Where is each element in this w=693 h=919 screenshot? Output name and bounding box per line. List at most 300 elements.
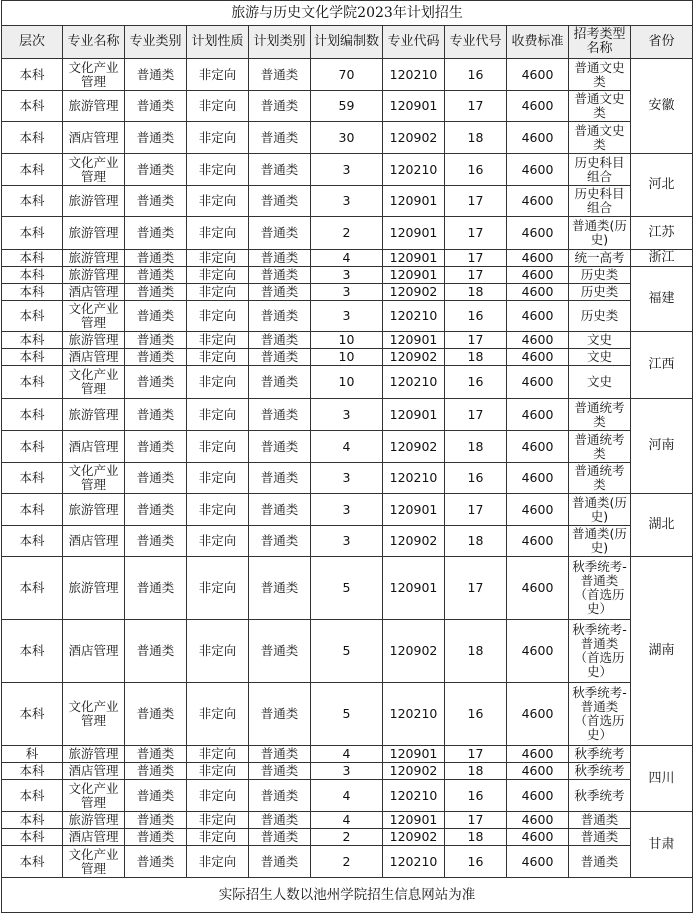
cell-exam: 普通文史类: [569, 91, 631, 122]
cell-category: 普通类: [125, 332, 187, 349]
cell-fee: 4600: [507, 154, 569, 186]
cell-plan-type: 普通类: [249, 557, 311, 620]
cell-category: 普通类: [125, 186, 187, 217]
cell-category: 普通类: [125, 217, 187, 250]
cell-exam: 历史科目组合: [569, 154, 631, 186]
cell-num: 18: [445, 620, 507, 683]
col-header-level: 层次: [2, 26, 63, 59]
table-row: [2, 780, 693, 812]
table-row: [2, 91, 693, 122]
cell-nature: 非定向: [187, 217, 249, 250]
cell-level: 本科: [2, 349, 63, 366]
cell-plan-type: 普通类: [249, 186, 311, 217]
footer-note: 实际招生人数以池州学院招生信息网站为准: [2, 878, 693, 913]
cell-fee: 4600: [507, 332, 569, 349]
cell-count: 10: [311, 349, 383, 366]
cell-nature: 非定向: [187, 431, 249, 463]
cell-category: 普通类: [125, 780, 187, 812]
cell-exam: 普通类(历史): [569, 494, 631, 526]
table-row: [2, 122, 693, 154]
cell-fee: 4600: [507, 780, 569, 812]
col-header-exam-type: 招考类型名称: [569, 26, 631, 59]
cell-fee: 4600: [507, 812, 569, 829]
cell-category: 普通类: [125, 620, 187, 683]
cell-fee: 4600: [507, 846, 569, 878]
cell-plan-type: 普通类: [249, 122, 311, 154]
cell-count: 30: [311, 122, 383, 154]
cell-major: 旅游管理: [63, 399, 125, 431]
cell-count: 4: [311, 812, 383, 829]
cell-level: 本科: [2, 332, 63, 349]
cell-count: 3: [311, 186, 383, 217]
cell-fee: 4600: [507, 217, 569, 250]
cell-major: 酒店管理: [63, 284, 125, 301]
table-row: [2, 812, 693, 829]
cell-code: 120901: [383, 217, 445, 250]
cell-major: 旅游管理: [63, 217, 125, 250]
cell-fee: 4600: [507, 494, 569, 526]
cell-exam: 秋季统考-普通类（首选历史）: [569, 683, 631, 746]
cell-category: 普通类: [125, 812, 187, 829]
cell-num: 18: [445, 763, 507, 780]
cell-count: 70: [311, 59, 383, 91]
province-cell: 江苏: [631, 217, 693, 250]
cell-nature: 非定向: [187, 526, 249, 557]
cell-category: 普通类: [125, 557, 187, 620]
header-row: [2, 26, 693, 59]
enrollment-plan-document: [1, 0, 692, 913]
cell-major: 旅游管理: [63, 746, 125, 763]
cell-fee: 4600: [507, 526, 569, 557]
col-header-province: 省份: [631, 26, 693, 59]
cell-count: 3: [311, 463, 383, 494]
cell-nature: 非定向: [187, 812, 249, 829]
province-cell: 浙江: [631, 250, 693, 267]
cell-count: 3: [311, 526, 383, 557]
cell-level: 本科: [2, 829, 63, 846]
cell-fee: 4600: [507, 267, 569, 284]
table-row: [2, 763, 693, 780]
cell-major: 酒店管理: [63, 122, 125, 154]
cell-code: 120210: [383, 154, 445, 186]
cell-level: 本科: [2, 846, 63, 878]
province-cell: 甘肃: [631, 812, 693, 878]
cell-exam: 普通文史类: [569, 122, 631, 154]
cell-fee: 4600: [507, 763, 569, 780]
cell-plan-type: 普通类: [249, 494, 311, 526]
cell-fee: 4600: [507, 431, 569, 463]
cell-num: 16: [445, 154, 507, 186]
cell-category: 普通类: [125, 526, 187, 557]
col-header-plan-type: 计划类别: [249, 26, 311, 59]
cell-level: 本科: [2, 267, 63, 284]
cell-exam: 秋季统考-普通类（首选历史）: [569, 557, 631, 620]
cell-code: 120210: [383, 301, 445, 332]
cell-code: 120901: [383, 494, 445, 526]
cell-exam: 历史类: [569, 267, 631, 284]
cell-code: 120902: [383, 763, 445, 780]
cell-nature: 非定向: [187, 557, 249, 620]
cell-fee: 4600: [507, 349, 569, 366]
table-row: [2, 186, 693, 217]
enrollment-plan-table: [1, 0, 693, 913]
cell-code: 120210: [383, 683, 445, 746]
table-row: [2, 494, 693, 526]
cell-level: 本科: [2, 91, 63, 122]
cell-fee: 4600: [507, 399, 569, 431]
cell-nature: 非定向: [187, 780, 249, 812]
cell-major: 文化产业管理: [63, 846, 125, 878]
cell-major: 文化产业管理: [63, 301, 125, 332]
cell-level: 本科: [2, 250, 63, 267]
table-row: [2, 154, 693, 186]
cell-nature: 非定向: [187, 829, 249, 846]
cell-num: 18: [445, 284, 507, 301]
cell-exam: 普通类: [569, 846, 631, 878]
cell-num: 17: [445, 267, 507, 284]
cell-count: 4: [311, 780, 383, 812]
cell-fee: 4600: [507, 301, 569, 332]
cell-major: 酒店管理: [63, 620, 125, 683]
cell-count: 3: [311, 301, 383, 332]
cell-level: 本科: [2, 122, 63, 154]
cell-exam: 秋季统考: [569, 780, 631, 812]
cell-plan-type: 普通类: [249, 250, 311, 267]
table-row: [2, 267, 693, 284]
cell-category: 普通类: [125, 349, 187, 366]
cell-major: 文化产业管理: [63, 780, 125, 812]
table-row: [2, 746, 693, 763]
cell-major: 酒店管理: [63, 431, 125, 463]
cell-plan-type: 普通类: [249, 526, 311, 557]
cell-fee: 4600: [507, 186, 569, 217]
cell-fee: 4600: [507, 250, 569, 267]
cell-nature: 非定向: [187, 59, 249, 91]
province-cell: 河南: [631, 399, 693, 494]
cell-num: 17: [445, 494, 507, 526]
cell-num: 17: [445, 217, 507, 250]
cell-plan-type: 普通类: [249, 812, 311, 829]
cell-code: 120902: [383, 526, 445, 557]
cell-nature: 非定向: [187, 332, 249, 349]
cell-nature: 非定向: [187, 494, 249, 526]
cell-nature: 非定向: [187, 349, 249, 366]
cell-category: 普通类: [125, 91, 187, 122]
cell-code: 120210: [383, 366, 445, 399]
cell-level: 本科: [2, 431, 63, 463]
cell-fee: 4600: [507, 463, 569, 494]
cell-category: 普通类: [125, 284, 187, 301]
cell-exam: 普通类(历史): [569, 217, 631, 250]
cell-count: 3: [311, 154, 383, 186]
table-body: [2, 59, 693, 878]
cell-count: 4: [311, 431, 383, 463]
cell-category: 普通类: [125, 463, 187, 494]
cell-plan-type: 普通类: [249, 399, 311, 431]
cell-count: 10: [311, 366, 383, 399]
cell-count: 3: [311, 763, 383, 780]
cell-exam: 文史: [569, 332, 631, 349]
cell-major: 酒店管理: [63, 829, 125, 846]
cell-num: 18: [445, 526, 507, 557]
cell-major: 旅游管理: [63, 267, 125, 284]
cell-code: 120901: [383, 267, 445, 284]
cell-code: 120210: [383, 780, 445, 812]
cell-count: 3: [311, 267, 383, 284]
cell-code: 120902: [383, 284, 445, 301]
cell-major: 酒店管理: [63, 349, 125, 366]
cell-code: 120901: [383, 186, 445, 217]
cell-fee: 4600: [507, 91, 569, 122]
cell-plan-type: 普通类: [249, 349, 311, 366]
cell-nature: 非定向: [187, 267, 249, 284]
cell-level: 本科: [2, 557, 63, 620]
cell-count: 5: [311, 620, 383, 683]
cell-count: 2: [311, 846, 383, 878]
cell-major: 旅游管理: [63, 557, 125, 620]
cell-category: 普通类: [125, 494, 187, 526]
cell-count: 2: [311, 217, 383, 250]
cell-plan-type: 普通类: [249, 154, 311, 186]
cell-level: 本科: [2, 494, 63, 526]
cell-num: 16: [445, 366, 507, 399]
col-header-code: 专业代码: [383, 26, 445, 59]
cell-code: 120901: [383, 91, 445, 122]
cell-plan-type: 普通类: [249, 846, 311, 878]
cell-nature: 非定向: [187, 366, 249, 399]
cell-plan-type: 普通类: [249, 763, 311, 780]
col-header-category: 专业类别: [125, 26, 187, 59]
cell-level: 本科: [2, 186, 63, 217]
province-cell: 湖南: [631, 557, 693, 746]
table-row: [2, 59, 693, 91]
cell-nature: 非定向: [187, 186, 249, 217]
cell-code: 120901: [383, 812, 445, 829]
cell-count: 3: [311, 399, 383, 431]
cell-code: 120902: [383, 829, 445, 846]
cell-exam: 普通文史类: [569, 59, 631, 91]
cell-category: 普通类: [125, 59, 187, 91]
cell-category: 普通类: [125, 746, 187, 763]
table-row: [2, 284, 693, 301]
cell-exam: 普通统考类: [569, 431, 631, 463]
cell-count: 5: [311, 557, 383, 620]
col-header-nature: 计划性质: [187, 26, 249, 59]
cell-fee: 4600: [507, 122, 569, 154]
province-cell: 四川: [631, 746, 693, 812]
cell-fee: 4600: [507, 683, 569, 746]
table-row: [2, 463, 693, 494]
cell-plan-type: 普通类: [249, 620, 311, 683]
cell-count: 5: [311, 683, 383, 746]
cell-code: 120901: [383, 557, 445, 620]
cell-category: 普通类: [125, 122, 187, 154]
cell-level: 本科: [2, 780, 63, 812]
col-header-fee: 收费标准: [507, 26, 569, 59]
cell-exam: 统一高考: [569, 250, 631, 267]
cell-plan-type: 普通类: [249, 284, 311, 301]
cell-code: 120901: [383, 250, 445, 267]
table-row: [2, 349, 693, 366]
cell-num: 18: [445, 349, 507, 366]
cell-count: 59: [311, 91, 383, 122]
table-row: [2, 557, 693, 620]
cell-nature: 非定向: [187, 154, 249, 186]
cell-level: 本科: [2, 463, 63, 494]
cell-num: 17: [445, 746, 507, 763]
cell-level: 本科: [2, 812, 63, 829]
cell-plan-type: 普通类: [249, 217, 311, 250]
cell-exam: 普通统考类: [569, 399, 631, 431]
cell-major: 酒店管理: [63, 763, 125, 780]
cell-num: 16: [445, 683, 507, 746]
cell-category: 普通类: [125, 829, 187, 846]
table-row: [2, 620, 693, 683]
cell-code: 120901: [383, 332, 445, 349]
cell-code: 120902: [383, 431, 445, 463]
cell-fee: 4600: [507, 366, 569, 399]
cell-plan-type: 普通类: [249, 91, 311, 122]
cell-num: 17: [445, 557, 507, 620]
cell-fee: 4600: [507, 746, 569, 763]
cell-count: 4: [311, 250, 383, 267]
cell-count: 10: [311, 332, 383, 349]
cell-major: 旅游管理: [63, 250, 125, 267]
col-header-count: 计划编制数: [311, 26, 383, 59]
cell-major: 文化产业管理: [63, 366, 125, 399]
cell-nature: 非定向: [187, 284, 249, 301]
cell-category: 普通类: [125, 301, 187, 332]
province-cell: 福建: [631, 267, 693, 332]
cell-num: 18: [445, 122, 507, 154]
cell-level: 本科: [2, 284, 63, 301]
cell-fee: 4600: [507, 557, 569, 620]
table-row: [2, 829, 693, 846]
cell-level: 本科: [2, 217, 63, 250]
cell-exam: 普通类: [569, 812, 631, 829]
table-title: 旅游与历史文化学院2023年计划招生: [2, 1, 693, 26]
table-row: [2, 399, 693, 431]
cell-fee: 4600: [507, 284, 569, 301]
cell-category: 普通类: [125, 431, 187, 463]
province-cell: 河北: [631, 154, 693, 217]
cell-nature: 非定向: [187, 846, 249, 878]
cell-exam: 历史类: [569, 301, 631, 332]
col-header-major: 专业名称: [63, 26, 125, 59]
table-row: [2, 366, 693, 399]
cell-category: 普通类: [125, 267, 187, 284]
table-row: [2, 431, 693, 463]
cell-major: 文化产业管理: [63, 59, 125, 91]
cell-level: 本科: [2, 526, 63, 557]
cell-plan-type: 普通类: [249, 267, 311, 284]
cell-num: 17: [445, 91, 507, 122]
province-cell: 江西: [631, 332, 693, 399]
cell-category: 普通类: [125, 763, 187, 780]
province-cell: 安徽: [631, 59, 693, 154]
cell-major: 文化产业管理: [63, 463, 125, 494]
cell-num: 17: [445, 399, 507, 431]
cell-nature: 非定向: [187, 399, 249, 431]
cell-num: 17: [445, 250, 507, 267]
cell-level: 本科: [2, 366, 63, 399]
cell-level: 本科: [2, 154, 63, 186]
cell-code: 120902: [383, 620, 445, 683]
cell-major: 旅游管理: [63, 332, 125, 349]
cell-fee: 4600: [507, 829, 569, 846]
col-header-num: 专业代号: [445, 26, 507, 59]
cell-category: 普通类: [125, 683, 187, 746]
table-row: [2, 301, 693, 332]
cell-num: 17: [445, 332, 507, 349]
cell-major: 旅游管理: [63, 186, 125, 217]
cell-exam: 普通统考类: [569, 463, 631, 494]
cell-code: 120901: [383, 399, 445, 431]
cell-num: 18: [445, 829, 507, 846]
cell-num: 16: [445, 846, 507, 878]
cell-plan-type: 普通类: [249, 463, 311, 494]
cell-count: 3: [311, 494, 383, 526]
cell-num: 16: [445, 301, 507, 332]
table-row: [2, 846, 693, 878]
table-row: [2, 332, 693, 349]
cell-nature: 非定向: [187, 250, 249, 267]
cell-plan-type: 普通类: [249, 332, 311, 349]
cell-nature: 非定向: [187, 301, 249, 332]
cell-code: 120210: [383, 59, 445, 91]
cell-code: 120210: [383, 846, 445, 878]
cell-category: 普通类: [125, 846, 187, 878]
cell-num: 18: [445, 431, 507, 463]
cell-level: 本科: [2, 301, 63, 332]
cell-code: 120902: [383, 122, 445, 154]
table-row: [2, 217, 693, 250]
cell-exam: 秋季统考: [569, 746, 631, 763]
cell-nature: 非定向: [187, 763, 249, 780]
cell-count: 4: [311, 746, 383, 763]
cell-exam: 秋季统考-普通类（首选历史）: [569, 620, 631, 683]
cell-code: 120210: [383, 463, 445, 494]
cell-major: 旅游管理: [63, 91, 125, 122]
cell-plan-type: 普通类: [249, 431, 311, 463]
cell-major: 旅游管理: [63, 812, 125, 829]
cell-nature: 非定向: [187, 463, 249, 494]
cell-plan-type: 普通类: [249, 59, 311, 91]
cell-num: 16: [445, 463, 507, 494]
cell-num: 16: [445, 59, 507, 91]
cell-level: 本科: [2, 399, 63, 431]
cell-level: 本科: [2, 683, 63, 746]
cell-level: 本科: [2, 59, 63, 91]
cell-category: 普通类: [125, 154, 187, 186]
table-row: [2, 526, 693, 557]
cell-major: 酒店管理: [63, 526, 125, 557]
cell-plan-type: 普通类: [249, 301, 311, 332]
cell-exam: 秋季统考: [569, 763, 631, 780]
cell-exam: 普通类: [569, 829, 631, 846]
cell-fee: 4600: [507, 59, 569, 91]
cell-category: 普通类: [125, 399, 187, 431]
cell-count: 2: [311, 829, 383, 846]
province-cell: 湖北: [631, 494, 693, 557]
cell-major: 旅游管理: [63, 494, 125, 526]
cell-nature: 非定向: [187, 683, 249, 746]
cell-num: 17: [445, 186, 507, 217]
cell-code: 120901: [383, 746, 445, 763]
cell-exam: 历史类: [569, 284, 631, 301]
cell-exam: 文史: [569, 366, 631, 399]
cell-major: 文化产业管理: [63, 683, 125, 746]
